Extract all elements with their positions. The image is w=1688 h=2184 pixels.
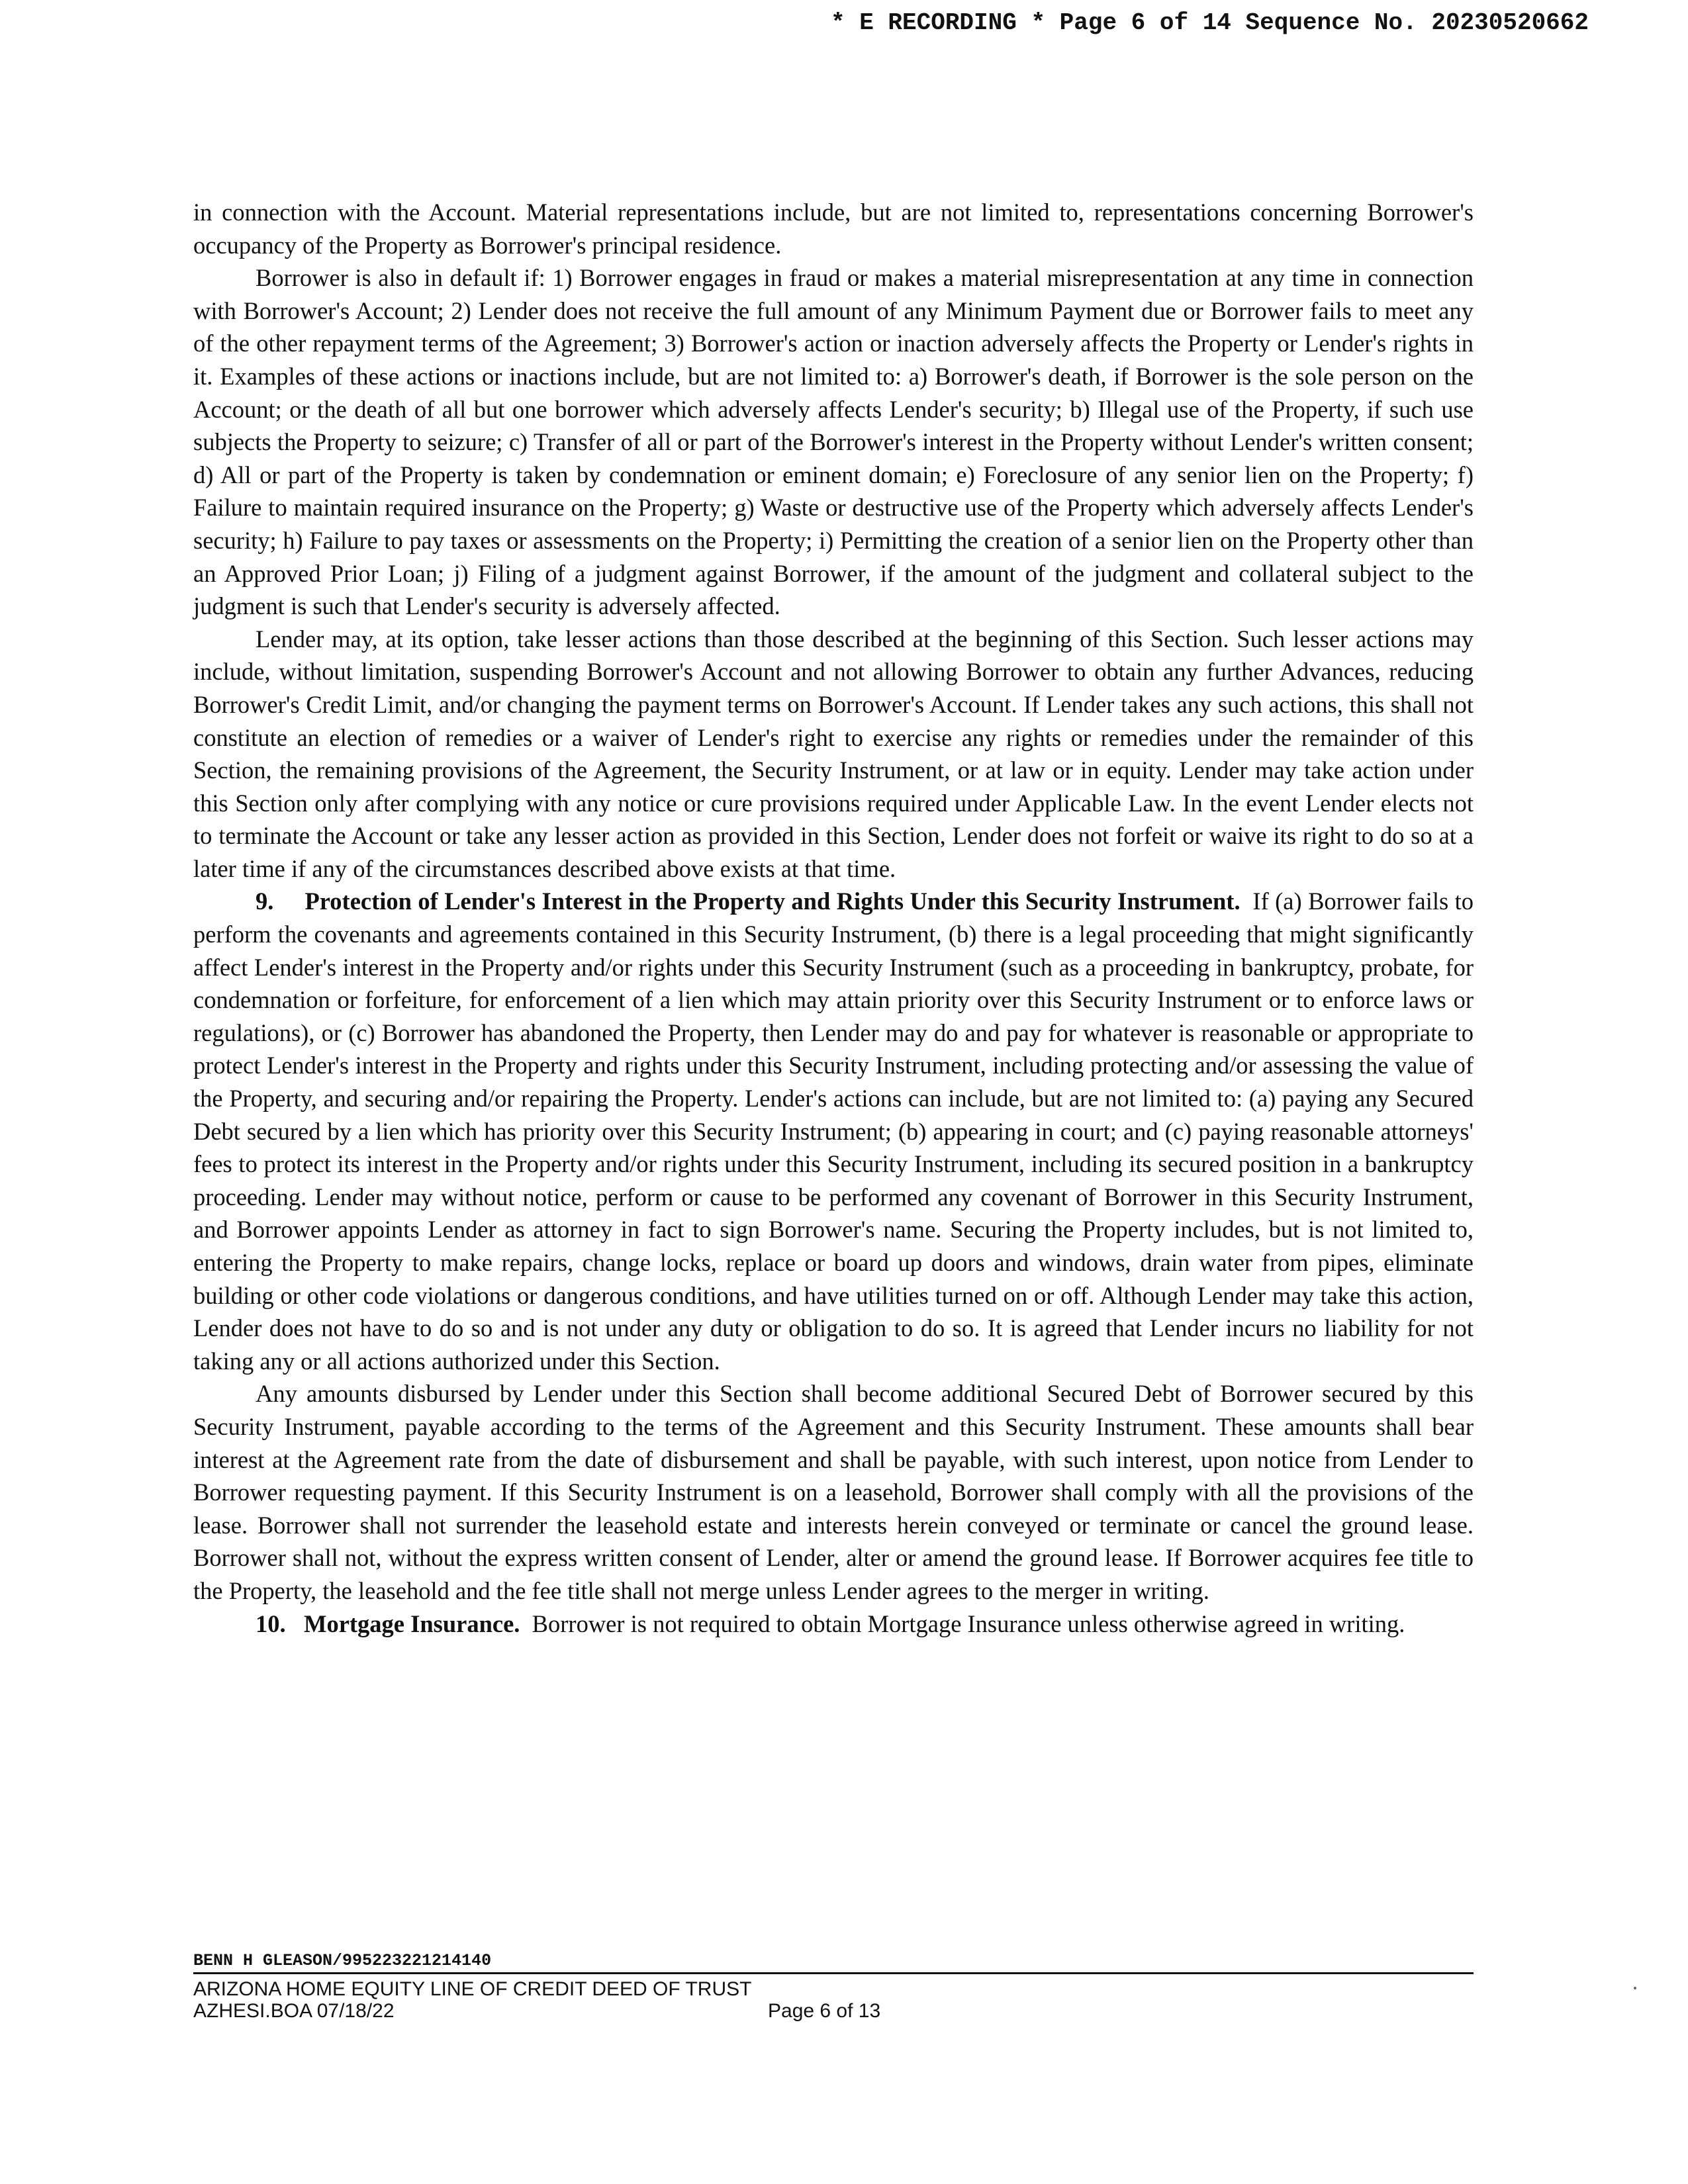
form-title: ARIZONA HOME EQUITY LINE OF CREDIT DEED OF TRUST [193, 1978, 752, 2000]
page-number: Page 6 of 13 [768, 2000, 881, 2022]
page-footer [193, 1951, 1474, 2023]
scan-speck [1634, 1987, 1636, 1989]
footer-row [193, 2000, 1474, 2023]
section-text: Borrower is not required to obtain Mortgage Insurance unless otherwise agreed in writing. [532, 1610, 1405, 1637]
section-title: Protection of Lender's Interest in the Property and Rights Under this Security Instrument. [305, 887, 1241, 915]
borrower-id: BENN H GLEASON/995223221214140 [193, 1951, 492, 1970]
document-body [193, 196, 1474, 1640]
section-number: 9. [256, 887, 274, 915]
paragraph-amounts-disbursed: Any amounts disbursed by Lender under this Section shall become additional Secured Debt of Borrower secured by this Security Instrument, payable according to the terms of the Agreement and this Security Instrument. These amounts shall bear interest at the Agreement rate from the date of disbursement and shall be payable, with such interest, upon notice from Lender to Borrower requesting payment. If this Security Instrument is on a leasehold, Borrower shall comply with all the provisions of the lease. Borrower shall not surrender the leasehold estate and interests herein conveyed or terminate or cancel the ground lease. Borrower shall not, without the express written consent of Lender, alter or amend the ground lease. If Borrower acquires fee title to the Property, the leasehold and the fee title shall not merge unless Lender agrees to the merger in writing. [193, 1380, 1474, 1604]
section-10-mortgage-insurance [193, 1608, 1474, 1641]
paragraph-material-representations: in connection with the Account. Material representations include, but are not limited to, representations concerning Borrower's occupancy of the Property as Borrower's principal residence. [193, 199, 1474, 259]
paragraph-lesser-actions: Lender may, at its option, take lesser actions than those described at the beginning of this Section. Such lesser actions may include, without limitation, suspending Borrower's Account and not allowing Borrower to obtain any further Advances, reducing Borrower's Credit Limit, and/or changing the payment terms on Borrower's Account. If Lender takes any such actions, this shall not constitute an election of remedies or a waiver of Lender's right to exercise any rights or remedies under the remainder of this Section, the remaining provisions of the Agreement, the Security Instrument, or at law or in equity. Lender may take action under this Section only after complying with any notice or cure provisions required under Applicable Law. In the event Lender elects not to terminate the Account or take any lesser action as provided in this Section, Lender does not forfeit or waive its right to do so at a later time if any of the circumstances described above exists at that time. [193, 625, 1474, 882]
recording-header: * E RECORDING * Page 6 of 14 Sequence No. 20230520662 [831, 9, 1589, 36]
section-9-protection-of-lenders-interest [193, 885, 1474, 1377]
section-title: Mortgage Insurance. [304, 1610, 520, 1637]
section-text: If (a) Borrower fails to perform the covenants and agreements contained in this Security Instrument, (b) there is a legal proceeding that might significantly affect Lender's interest in the Property and/or rights under this Security Instrument (such as a proceeding in bankruptcy, probate, for condemnation or forfeiture, for enforcement of a lien which may attain priority over this Security Instrument or to enforce laws or regulations), or (c) Borrower has abandoned the Property, then Lender may do and pay for whatever is reasonable or appropriate to protect Lender's interest in the Property and rights under this Security Instrument, including protecting and/or assessing the value of the Property, and securing and/or repairing the Property. Lender's actions can include, but are not limited to: (a) paying any Secured Debt secured by a lien which has priority over this Security Instrument; (b) appearing in court; and (c) paying reasonable attorneys' fees to protect its interest in the Property and/or rights under this Security Instrument, including its secured position in a bankruptcy proceeding. Lender may without notice, perform or cause to be performed any covenant of Borrower in this Security Instrument, and Borrower appoints Lender as attorney in fact to sign Borrower's name. Securing the Property includes, but is not limited to, entering the Property to make repairs, change locks, replace or board up doors and windows, drain water from pipes, eliminate building or other code violations or dangerous conditions, and have utilities turned on or off. Although Lender may take this action, Lender does not have to do so and is not under any duty or obligation to do so. It is agreed that Lender incurs no liability for not taking any or all actions authorized under this Section. [193, 887, 1474, 1375]
paragraph-default-conditions: Borrower is also in default if: 1) Borrower engages in fraud or makes a material misrepresentation at any time in connection with Borrower's Account; 2) Lender does not receive the full amount of any Minimum Payment due or Borrower fails to meet any of the other repayment terms of the Agreement; 3) Borrower's action or inaction adversely affects the Property or Lender's rights in it. Examples of these actions or inactions include, but are not limited to: a) Borrower's death, if Borrower is the sole person on the Account; or the death of all but one borrower which adversely affects Lender's security; b) Illegal use of the Property, if such use subjects the Property to seizure; c) Transfer of all or part of the Borrower's interest in the Property without Lender's written consent; d) All or part of the Property is taken by condemnation or eminent domain; e) Foreclosure of any senior lien on the Property; f) Failure to maintain required insurance on the Property; g) Waste or destructive use of the Property which adversely affects Lender's security; h) Failure to pay taxes or assessments on the Property; i) Permitting the creation of a senior lien on the Property other than an Approved Prior Loan; j) Filing of a judgment against Borrower, if the amount of the judgment and collateral subject to the judgment is such that Lender's security is adversely affected. [193, 264, 1474, 620]
form-code: AZHESI.BOA 07/18/22 [193, 2000, 395, 2022]
footer-divider [193, 1972, 1474, 1974]
section-number: 10. [256, 1610, 286, 1637]
